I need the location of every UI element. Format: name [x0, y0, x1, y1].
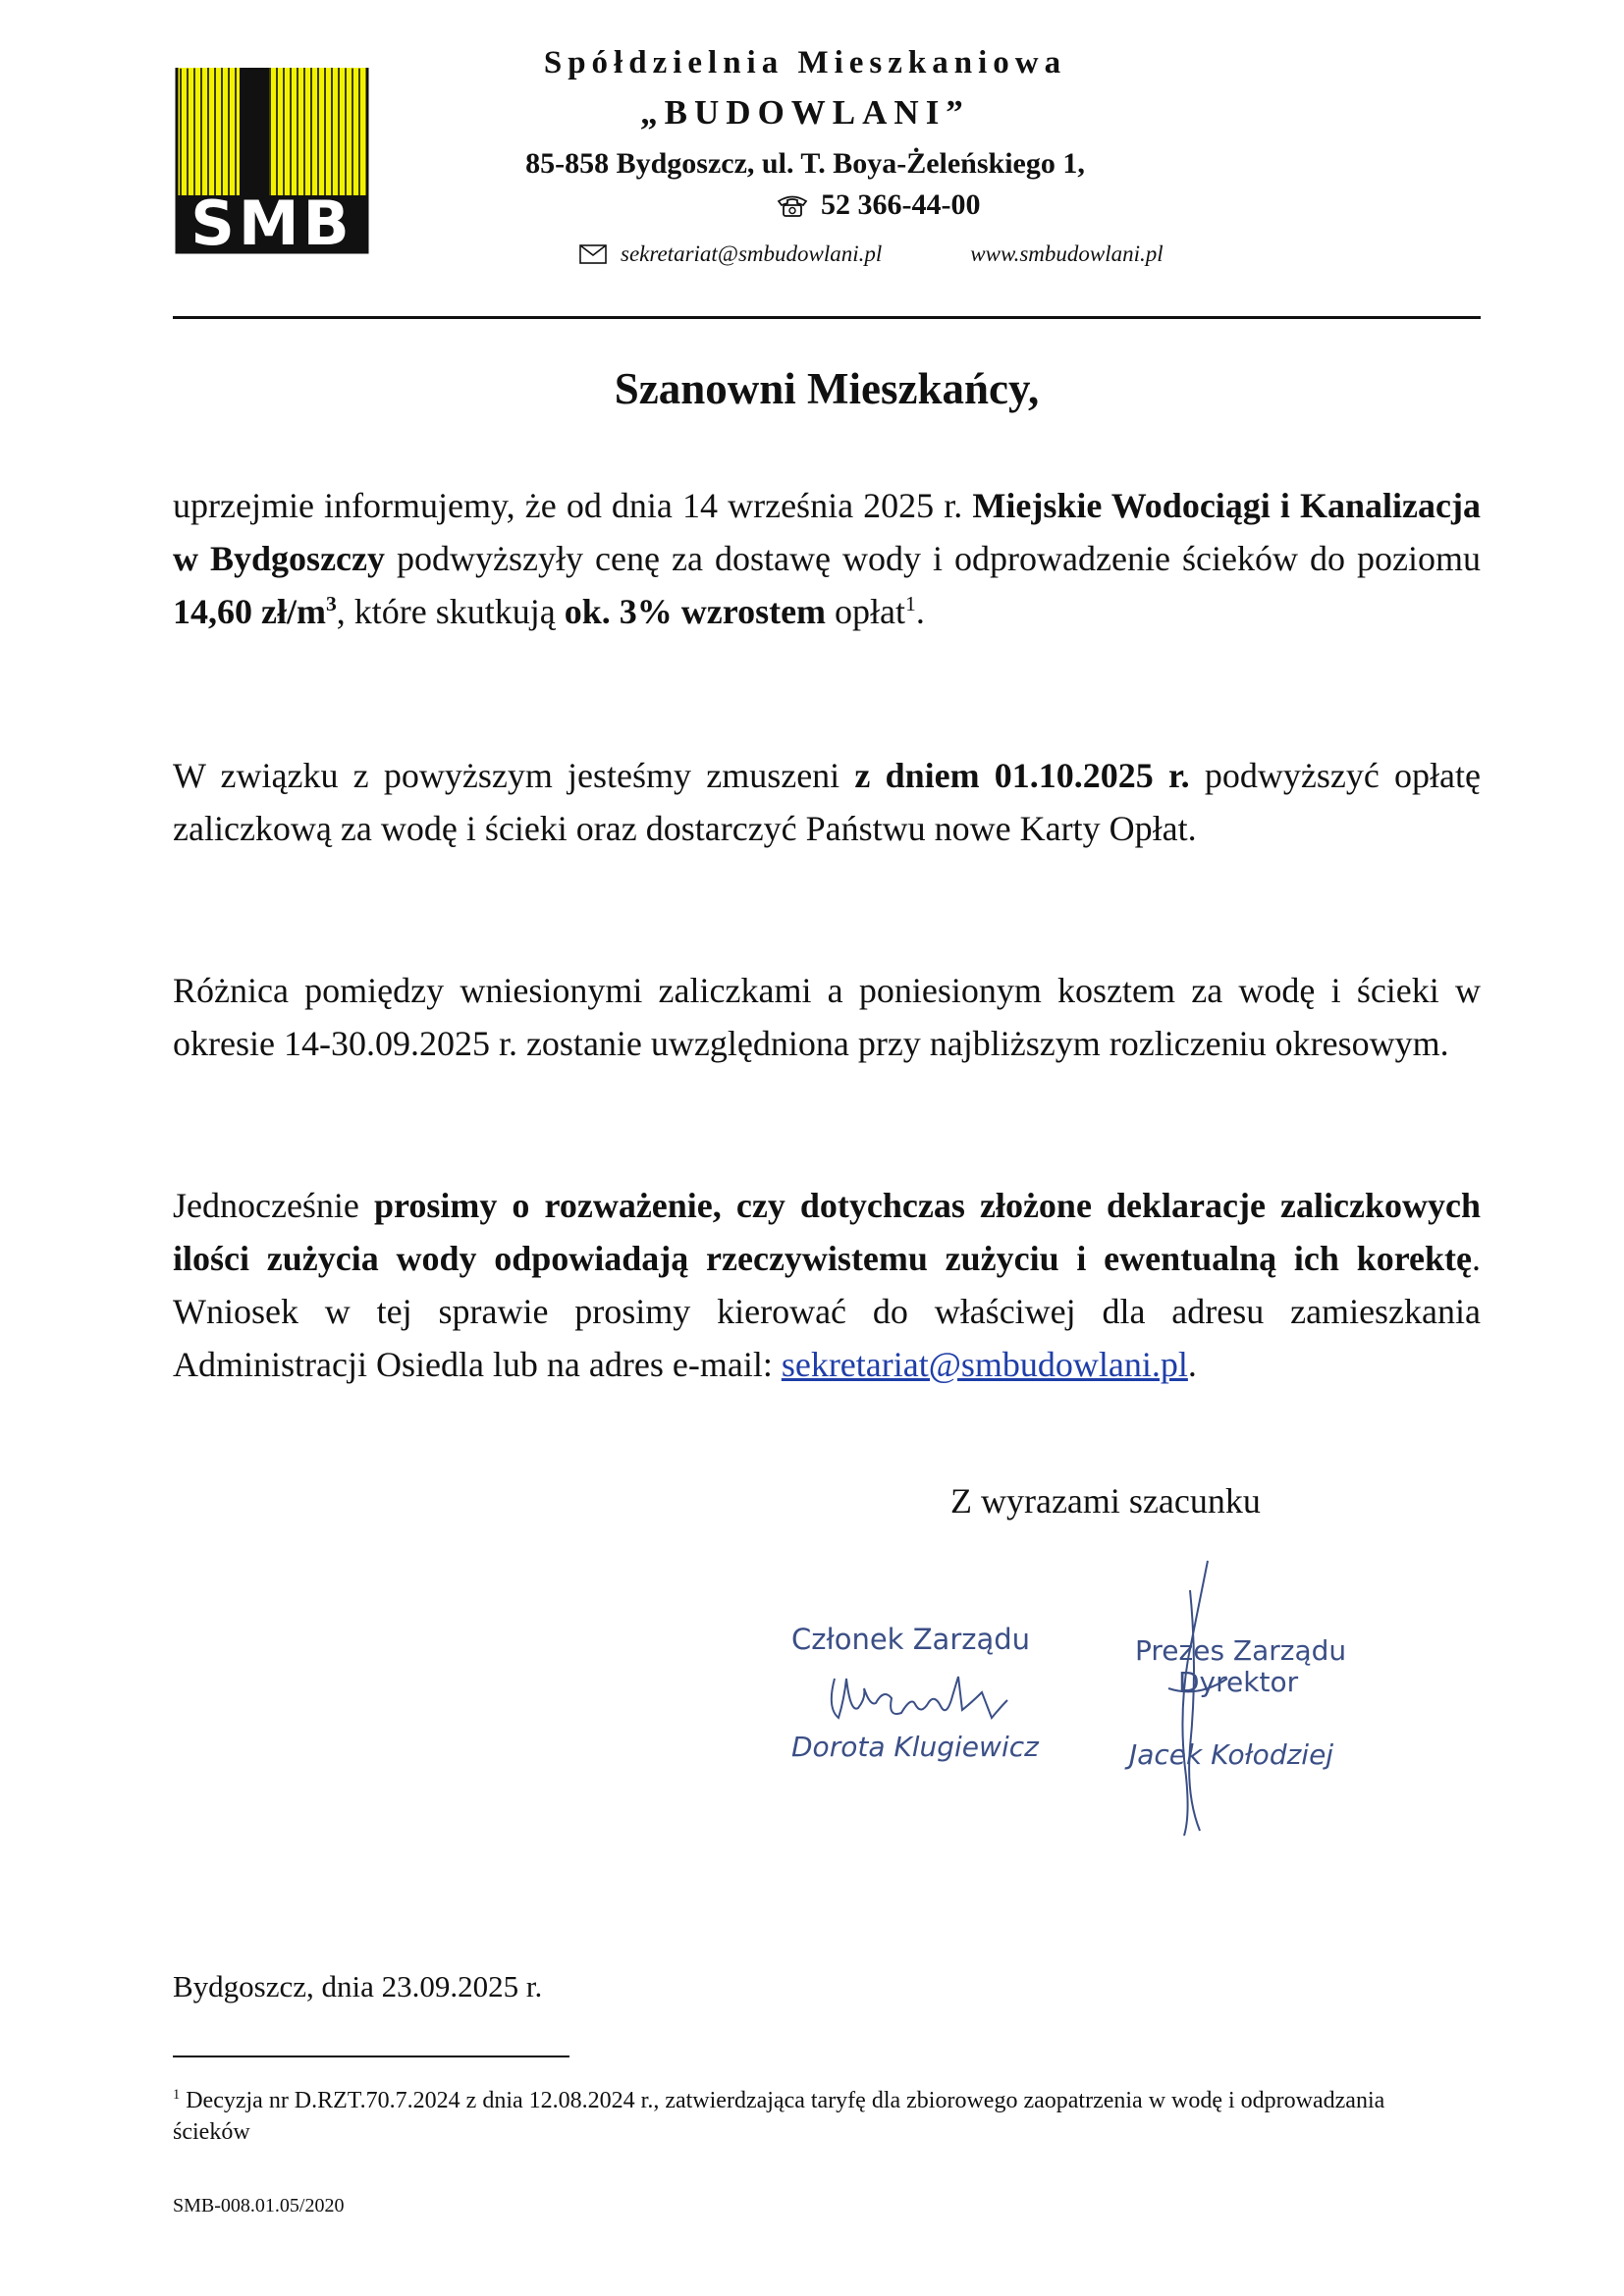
phone-number: 52 366-44-00: [821, 188, 981, 221]
signature-right-scribble: [1129, 1551, 1247, 1845]
footnote-divider: [173, 2056, 569, 2057]
signature-left-name: Dorota Klugiewicz: [791, 1731, 1039, 1763]
greeting: Szanowni Mieszkańcy,: [614, 364, 1040, 413]
org-contacts: [579, 241, 1164, 267]
signature-right-title: Prezes Zarządu: [1135, 1634, 1347, 1667]
logo-pillar: [240, 66, 269, 197]
place-date: Bydgoszcz, dnia 23.09.2025 r.: [173, 1969, 543, 2003]
smb-logo: [173, 56, 371, 257]
org-address: 85-858 Bydgoszcz, ul. T. Boya-Żeleńskiego 1,: [525, 147, 1085, 180]
org-phone: [776, 188, 980, 222]
signature-left-title: Członek Zarządu: [791, 1623, 1031, 1656]
email-link[interactable]: sekretariat@smbudowlani.pl: [781, 1345, 1188, 1384]
paragraph-3: Różnica pomiędzy wniesionymi zaliczkami a poniesionym kosztem za wodę i ścieki w okresie 14-30.09.2025 r. zostanie uwzględniona przy najbliższym rozliczeniu okresowym.: [173, 971, 1481, 1063]
footnote-ref: 1: [905, 592, 916, 615]
paragraph-1: uprzejmie informujemy, że od dnia 14 września 2025 r. Miejskie Wodociągi i Kanalizacja w Bydgoszczy podwyższyły cenę za dostawę wody i odprowadzenie ścieków do poziomu 14,60 $zł/m^3$, które skutkują ok. 3% wzrostem opłat$^1$.: [173, 486, 1481, 631]
paragraph-4: Jednocześnie prosimy o rozważenie, czy dotychczas złożone deklaracje zaliczkowych ilości zużycia wody odpowiadają rzeczywistemu zużyciu i ewentualną ich korektę. Wniosek w tej sprawie prosimy kierować do właściwej dla adresu zamieszkania Administracji Osiedla lub na adres e-mail: sekretariat@smbudowlani.pl.: [173, 1186, 1481, 1384]
closing: Z wyrazami szacunku: [950, 1481, 1261, 1521]
header-divider: [173, 316, 1481, 319]
logo-text: SMB: [190, 187, 353, 257]
document-id: SMB-008.01.05/2020: [173, 2195, 345, 2216]
signature-right-name: Jacek Kołodziej: [1129, 1738, 1334, 1771]
org-short-name: „BUDOWLANI”: [640, 93, 970, 132]
footnote: $^1$ Decyzja nr D.RZT.70.7.2024 z dnia 12.08.2024 r., zatwierdzająca taryfę dla zbiorowego zaopatrzenia w wodę i odprowadzania ścieków: [173, 2087, 1385, 2145]
envelope-icon: [579, 244, 607, 264]
footnote-number: 1: [173, 2087, 181, 2103]
paragraph-2: W związku z powyższym jesteśmy zmuszeni z dniem 01.10.2025 r. podwyższyć opłatę zaliczkową za wodę i ścieki oraz dostarczyć Państwu nowe Karty Opłat.: [173, 756, 1482, 848]
org-website[interactable]: www.smbudowlani.pl: [970, 241, 1164, 266]
org-name: Spółdzielnia Mieszkaniowa: [543, 45, 1067, 80]
signature-right-subtitle: Dyrektor: [1178, 1666, 1299, 1698]
org-email[interactable]: sekretariat@smbudowlani.pl: [621, 241, 883, 266]
phone-icon: [776, 192, 809, 218]
